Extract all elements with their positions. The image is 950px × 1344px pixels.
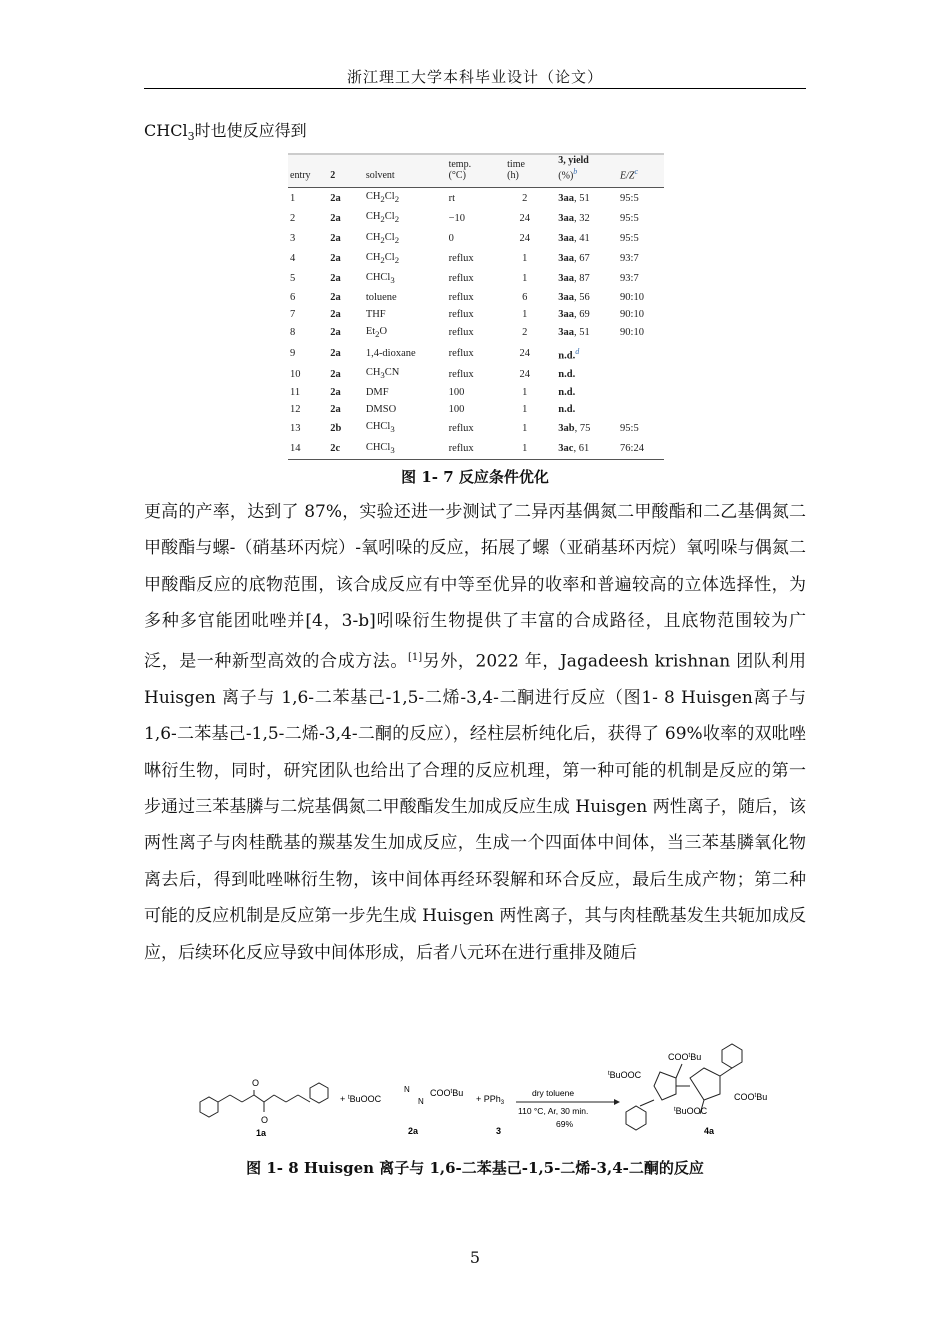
table-row: [288, 323, 664, 343]
cell-yield: n.d.$^d$: [558, 346, 580, 362]
cell-time: 24: [519, 368, 530, 380]
cell-entry: 5: [290, 273, 296, 285]
cell-ez: 90:10: [620, 291, 644, 303]
cell-yield: 3aa, 51: [558, 327, 590, 339]
cell-solvent: $CH_2Cl_2$: [365, 191, 400, 205]
cell-entry: 14: [290, 443, 301, 455]
cell-reagent: 2a: [330, 233, 341, 245]
body-paragraph-text: 更高的产率，达到了 87%，实验还进一步测试了二异丙基偶氮二甲酸酯和二乙基偶氮二甲酸酯与螺-（硝基环丙烷）-氧吲哚的反应，拓展了螺（亚硝基环丙烷）氧吲哚与偶氮二甲酸酯反应的底物范围，该合成反应有中等至优异的收率和普遍较高的立体选择性，为多种多官能团吡唑并[4，3-b]吲哚衍生物提供了丰富的合成路径，且底物范围较为广泛，是一种新型高效的合成方法。[1]另外，2022 年，Jagadeesh krishnan 团队利用 Huisgen 离子与 1,6-二苯基己-1,5-二烯-3,4-二酮进行反应（图1- 8 Huisgen离子与1,6-二苯基己-1,5-二烯-3,4-二酮的反应），经柱层析纯化后，获得了 69%收率的双吡唑啉衍生物，同时，研究团队也给出了合理的反应机理，第一种可能的机制是反应的第一步通过三苯基膦与二烷基偶氮二甲酸酯发生加成反应生成 Huisgen 两性离子，随后，该两性离子与肉桂酰基的羰基发生加成反应，生成一个四面体中间体，当三苯基膦氧化物离去后，得到吡唑啉衍生物，该中间体再经环裂解和环合反应，最后生成产物；第二种可能的反应机制是反应第一步先生成 Huisgen 两性离子，其与肉桂酰基发生共轭加成反应，后续环化反应导致中间体形成，后者八元环在进行重排及随后: [144, 502, 806, 963]
table-row: [288, 188, 664, 209]
intro-subscript: 3: [187, 130, 195, 144]
header-rule: [144, 88, 806, 89]
cell-ez: 95:5: [620, 192, 639, 204]
cell-solvent: DMSO: [365, 404, 397, 416]
cell-ez: [618, 343, 664, 365]
cell-time: 1: [522, 273, 528, 285]
product-boc-left: $^t$BuOOC: [608, 1070, 642, 1080]
cell-reagent: 2a: [330, 348, 341, 360]
condition-solvent: dry toluene: [532, 1088, 575, 1098]
cell-solvent: CHCl$_3$: [365, 441, 395, 455]
cell-yield: n.d.: [558, 368, 576, 380]
cell-ez: 95:5: [620, 233, 639, 245]
table-row: [288, 439, 664, 460]
cell-ez: 95:5: [620, 423, 639, 435]
n-atom-1: N: [404, 1085, 410, 1094]
cell-yield: 3aa, 56: [558, 291, 590, 303]
cell-temp: reflux: [448, 308, 474, 320]
table-row: [288, 269, 664, 289]
cell-entry: 6: [290, 291, 296, 303]
cell-reagent: 2a: [330, 273, 341, 285]
cell-solvent: CHCl$_3$: [365, 271, 395, 285]
cell-time: 1: [522, 387, 528, 399]
cell-time: 2: [522, 327, 528, 339]
cell-ez: [618, 384, 664, 401]
plus-1: +: [340, 1094, 346, 1104]
cell-solvent: $CH_2Cl_2$: [365, 231, 400, 245]
cell-time: 6: [522, 291, 528, 303]
cell-time: 1: [522, 423, 528, 435]
cell-reagent: 2a: [330, 192, 341, 204]
cell-entry: 3: [290, 233, 296, 245]
cell-temp: reflux: [448, 348, 474, 360]
th-solvent: solvent: [365, 170, 395, 182]
condition-temp: 110 °C, Ar, 30 min.: [518, 1106, 589, 1116]
figure-8-caption: 图 1- 8 Huisgen 离子与 1,6-二苯基己-1,5-二烯-3,4-二酮的反应: [246, 1159, 704, 1177]
table-row: [288, 401, 664, 418]
cell-ez: 90:10: [620, 327, 644, 339]
product-boc-top: COO$^t$Bu: [668, 1052, 702, 1062]
reagent-2a-left: $^t$BuOOC: [348, 1094, 382, 1104]
o-atom-bottom: O: [261, 1115, 269, 1125]
plus-2: + PPh$_3$: [476, 1094, 505, 1106]
page-number: 5: [469, 1248, 481, 1267]
condition-yield: 69%: [556, 1119, 574, 1129]
cell-yield: n.d.: [558, 404, 576, 416]
table-row: [288, 249, 664, 269]
intro-prefix: CHCl: [144, 121, 188, 140]
cell-temp: reflux: [448, 443, 474, 455]
cell-reagent: 2c: [330, 443, 341, 455]
cell-reagent: 2a: [330, 368, 341, 380]
cell-entry: 9: [290, 348, 296, 360]
table-row: [288, 306, 664, 323]
th-temp: temp. (°C): [448, 159, 472, 182]
cell-ez: 90:10: [620, 308, 644, 320]
table-row: [288, 229, 664, 249]
cell-entry: 8: [290, 327, 296, 339]
product-boc-right: COO$^t$Bu: [734, 1092, 768, 1102]
table-row: [288, 384, 664, 401]
cell-entry: 10: [290, 368, 301, 380]
page-header: 浙江理工大学本科毕业设计（论文）: [346, 68, 603, 86]
table-row: [288, 289, 664, 306]
cell-entry: 12: [290, 404, 301, 416]
cell-solvent: $CH_3CN$: [365, 367, 400, 381]
intro-line: [144, 118, 307, 143]
citation-ref: [1]: [407, 651, 423, 663]
cell-ez: [618, 401, 664, 418]
reaction-conditions-table: [288, 153, 664, 460]
cell-time: 24: [519, 233, 530, 245]
cell-reagent: 2a: [330, 291, 341, 303]
table-row: [288, 418, 664, 438]
label-4a: 4a: [704, 1126, 715, 1136]
compound-1a-structure: [200, 1083, 328, 1117]
reaction-scheme: [190, 1038, 780, 1148]
cell-temp: reflux: [448, 291, 474, 303]
cell-ez: [618, 364, 664, 384]
label-2a: 2a: [408, 1126, 419, 1136]
cell-reagent: 2a: [330, 212, 341, 224]
th-ez: E/Z$^c$: [620, 167, 639, 182]
cell-temp: −10: [448, 212, 465, 224]
cell-entry: 13: [290, 423, 301, 435]
reagent-2a-right: COO$^t$Bu: [430, 1088, 464, 1098]
cell-temp: 100: [448, 387, 465, 399]
cell-temp: reflux: [448, 273, 474, 285]
cell-ez: 93:7: [620, 273, 639, 285]
product-boc-bottom: $^t$BuOOC: [674, 1106, 708, 1116]
table-row: [288, 343, 664, 365]
cell-temp: 100: [448, 404, 465, 416]
cell-time: 1: [522, 308, 528, 320]
th-reagent: 2: [330, 170, 336, 182]
cell-reagent: 2a: [330, 404, 341, 416]
cell-entry: 7: [290, 308, 296, 320]
table-row: [288, 364, 664, 384]
n-atom-2: N: [418, 1097, 424, 1106]
cell-time: 1: [522, 404, 528, 416]
label-1a: 1a: [256, 1128, 267, 1138]
th-yield: 3, yield (%)$^b$: [558, 155, 589, 182]
cell-time: 2: [522, 192, 528, 204]
table-header-row: [288, 154, 664, 188]
cell-solvent: THF: [365, 308, 386, 320]
cell-time: 1: [522, 253, 528, 265]
th-entry: entry: [290, 170, 311, 182]
cell-solvent: CHCl$_3$: [365, 421, 395, 435]
cell-ez: 76:24: [620, 443, 644, 455]
cell-reagent: 2a: [330, 253, 341, 265]
cell-yield: 3aa, 32: [558, 212, 590, 224]
cell-yield: 3ac, 61: [558, 443, 590, 455]
cell-temp: rt: [448, 192, 455, 204]
cell-temp: reflux: [448, 327, 474, 339]
cell-entry: 11: [290, 387, 301, 399]
cell-reagent: 2b: [330, 423, 342, 435]
table-row: [288, 208, 664, 228]
cell-yield: 3aa, 69: [558, 308, 590, 320]
cell-temp: reflux: [448, 253, 474, 265]
cell-time: 24: [519, 348, 530, 360]
cell-time: 24: [519, 212, 530, 224]
body-paragraph: [144, 494, 806, 971]
cell-solvent: toluene: [365, 291, 397, 303]
cell-entry: 2: [290, 212, 296, 224]
cell-yield: 3ab, 75: [558, 423, 591, 435]
cell-entry: 1: [290, 192, 296, 204]
table-body: [288, 188, 664, 459]
cell-solvent: $CH_2Cl_2$: [365, 251, 400, 265]
cell-yield: n.d.: [558, 387, 576, 399]
cell-reagent: 2a: [330, 387, 341, 399]
th-time: time (h): [507, 159, 525, 182]
cell-yield: 3aa, 87: [558, 273, 590, 285]
cell-ez: 95:5: [620, 212, 639, 224]
cell-solvent: $Et_2O$: [365, 325, 388, 339]
label-3: 3: [496, 1126, 502, 1136]
cell-temp: 0: [448, 233, 454, 245]
cell-temp: reflux: [448, 423, 474, 435]
cell-yield: 3aa, 41: [558, 233, 590, 245]
reaction-arrow-head: [614, 1099, 620, 1105]
cell-yield: 3aa, 67: [558, 253, 590, 265]
cell-solvent: DMF: [365, 387, 389, 399]
cell-ez: 93:7: [620, 253, 639, 265]
cell-reagent: 2a: [330, 308, 341, 320]
cell-solvent: $CH_2Cl_2$: [365, 211, 400, 225]
cell-time: 1: [522, 443, 528, 455]
cell-yield: 3aa, 51: [558, 192, 590, 204]
intro-suffix: 时也使反应得到: [194, 121, 307, 140]
figure-7-caption: 图 1- 7 反应条件优化: [401, 468, 549, 486]
cell-temp: reflux: [448, 368, 474, 380]
cell-solvent: 1,4-dioxane: [365, 348, 416, 360]
cell-reagent: 2a: [330, 327, 341, 339]
o-atom-top: O: [252, 1078, 260, 1088]
cell-entry: 4: [290, 253, 296, 265]
